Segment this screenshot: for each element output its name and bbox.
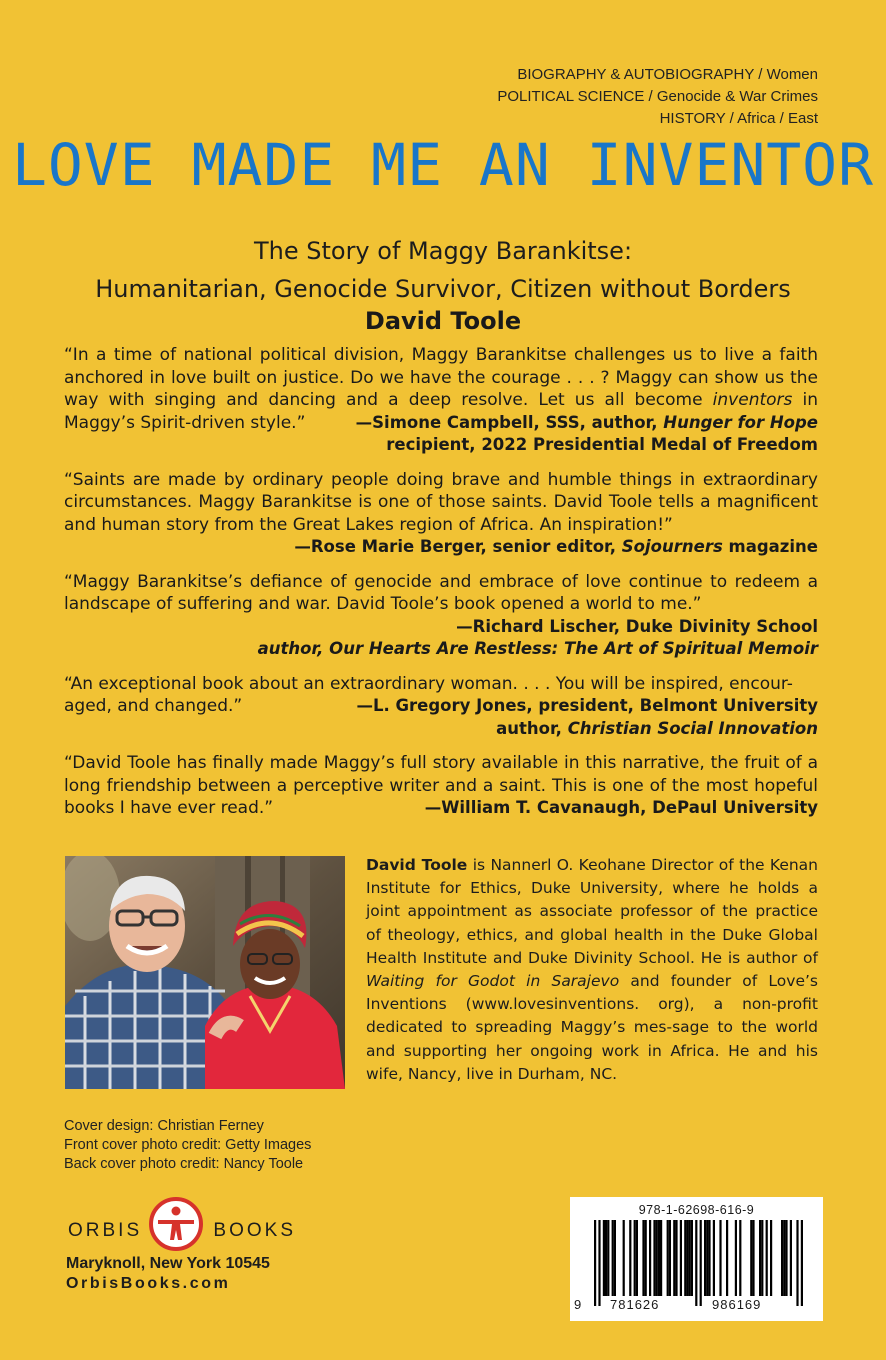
barcode-bar bbox=[660, 1220, 662, 1296]
barcode-bar bbox=[673, 1220, 675, 1296]
barcode-bar bbox=[636, 1220, 638, 1296]
barcode-bar bbox=[695, 1220, 697, 1306]
publisher-address: Maryknoll, New York 10545 bbox=[66, 1255, 270, 1272]
barcode-bar bbox=[603, 1220, 605, 1296]
barcode-digits-left: 781626 bbox=[610, 1297, 660, 1312]
barcode-digits-right: 986169 bbox=[712, 1297, 762, 1312]
cover-credits bbox=[64, 1117, 311, 1174]
isbn-barcode bbox=[570, 1197, 823, 1321]
barcode-bar bbox=[594, 1220, 596, 1306]
publisher-website: OrbisBooks.com bbox=[66, 1275, 231, 1292]
barcode-bar bbox=[706, 1220, 708, 1296]
endorsement-attribution: —Simone Campbell, SSS, author, Hunger for Hope bbox=[355, 412, 818, 432]
barcode-bar bbox=[605, 1220, 607, 1296]
barcode-bar bbox=[598, 1220, 600, 1306]
barcode-bar bbox=[653, 1220, 655, 1296]
barcode-bar bbox=[629, 1220, 631, 1296]
endorsement-attribution: —Rose Marie Berger, senior editor, Sojourners magazine bbox=[294, 537, 818, 556]
barcode-bar bbox=[634, 1220, 636, 1296]
credit-line: Front cover photo credit: Getty Images bbox=[64, 1137, 312, 1153]
endorsement-attribution-2: author, Our Hearts Are Restless: The Art of Spiritual Memoir bbox=[257, 639, 818, 658]
barcode-bar bbox=[801, 1220, 803, 1306]
endorsement-jones bbox=[64, 673, 818, 741]
barcode-bar bbox=[658, 1220, 660, 1296]
author-bio: David Toole is Nannerl O. Keohane Director of the Kenan Institute for Ethics, Duke University, where he holds a joint appointment as associate professor of the practice of theology, ethics, and global health in the Duke Global Health Institute and Duke Divinity School. He is author of Waiting for Godot in Sarajevo and founder of Love’s Inventions (www.lovesinventions. org), a non-profit dedicated to spreading Maggy’s mes-sage to the world and supporting her ongoing work in Africa. He and his wife, Nancy, live in Durham, NC. bbox=[366, 856, 819, 1083]
barcode-bar bbox=[612, 1220, 614, 1296]
credit-line: Back cover photo credit: Nancy Toole bbox=[64, 1156, 304, 1172]
barcode-bar bbox=[713, 1220, 715, 1296]
bio-book-title: Waiting for Godot in Sarajevo bbox=[366, 972, 620, 991]
barcode-bar bbox=[607, 1220, 609, 1296]
endorsement-attribution-2: recipient, 2022 Presidential Medal of Freedom bbox=[386, 435, 818, 454]
barcode-bar bbox=[750, 1220, 752, 1296]
barcode-bar bbox=[719, 1220, 721, 1296]
category-line: BIOGRAPHY & AUTOBIOGRAPHY / Women bbox=[517, 66, 818, 83]
category-line: HISTORY / Africa / East bbox=[659, 110, 818, 127]
barcode-bar bbox=[686, 1220, 688, 1296]
barcode-bar bbox=[656, 1220, 658, 1296]
author-name: David Toole bbox=[364, 307, 522, 335]
barcode-bar bbox=[726, 1220, 728, 1296]
endorsement-attribution: —L. Gregory Jones, president, Belmont University bbox=[356, 696, 818, 715]
barcode-bar bbox=[752, 1220, 754, 1296]
endorsement-text: “Saints are made by ordinary people doing brave and humble things in extraordinary circumstances. Maggy Barankitse is one of those saints. David Toole tells a magnificent and human story from the Great Lakes region of Africa. An inspiration!” bbox=[64, 469, 818, 535]
endorsements bbox=[64, 344, 818, 832]
subtitle-line-1: The Story of Maggy Barankitse: bbox=[253, 237, 633, 265]
barcode-bar bbox=[735, 1220, 737, 1296]
barcode-bar bbox=[689, 1220, 691, 1296]
barcode-bar bbox=[796, 1220, 798, 1306]
barcode-bar bbox=[766, 1220, 768, 1296]
endorsement-text: “Maggy Barankitse’s defiance of genocide and embrace of love continue to redeem a landscape of suffering and war. David Toole’s book opened a world to me.” bbox=[64, 571, 818, 614]
barcode-bar bbox=[669, 1220, 671, 1296]
bisac-categories bbox=[497, 64, 818, 130]
barcode-digit-lead: 9 bbox=[574, 1297, 583, 1312]
barcode-bar bbox=[675, 1220, 677, 1296]
endorsement-cavanaugh bbox=[64, 752, 818, 820]
barcode-bar bbox=[708, 1220, 710, 1296]
barcode-bar bbox=[704, 1220, 706, 1296]
barcode-bar bbox=[739, 1220, 741, 1296]
barcode-bar bbox=[790, 1220, 792, 1296]
publisher-name-right: BOOKS bbox=[213, 1220, 296, 1241]
barcode-bar bbox=[759, 1220, 761, 1296]
barcode-bar bbox=[649, 1220, 651, 1296]
barcode-bar bbox=[781, 1220, 783, 1296]
barcode-bar bbox=[785, 1220, 787, 1296]
barcode-bar bbox=[770, 1220, 772, 1296]
subtitle-line-2: Humanitarian, Genocide Survivor, Citizen without Borders bbox=[95, 275, 791, 303]
bio-author-name: David Toole bbox=[366, 856, 468, 874]
barcode-bar bbox=[783, 1220, 785, 1296]
endorsement-berger bbox=[64, 469, 818, 559]
endorsement-attribution: —Richard Lischer, Duke Divinity School bbox=[456, 616, 818, 636]
endorsement-attribution-2: author, Christian Social Innovation bbox=[496, 718, 818, 738]
barcode-bar bbox=[667, 1220, 669, 1296]
endorsement-attribution: —William T. Cavanaugh, DePaul University bbox=[424, 798, 818, 817]
author-photo-illustration bbox=[65, 856, 345, 1089]
credit-line: Cover design: Christian Ferney bbox=[64, 1118, 264, 1134]
book-title: LOVE MADE ME AN INVENTOR bbox=[11, 131, 875, 199]
publisher-block bbox=[66, 1196, 298, 1294]
category-line: POLITICAL SCIENCE / Genocide & War Crimes bbox=[497, 88, 818, 105]
endorsement-campbell bbox=[64, 344, 818, 457]
publisher-name-left: ORBIS bbox=[68, 1220, 143, 1241]
barcode-bar bbox=[684, 1220, 686, 1296]
barcode-bar bbox=[614, 1220, 616, 1296]
orbis-logo-icon bbox=[148, 1196, 204, 1252]
endorsement-text: “David Toole has finally made Maggy’s full story available in this narrative, the fruit of a long friendship between a perceptive writer and a saint. This is one of the most hopeful books I have ever read.” bbox=[64, 753, 818, 818]
endorsement-text: “In a time of national political division, Maggy Barankitse challenges us to live a faith anchored in love built on justice. Do we have the courage . . . ? Maggy can show us the way with singing and dancing and a deep resolve. Let us all become inventors in Maggy’s Spirit-driven style.” bbox=[64, 345, 819, 433]
barcode-bar bbox=[700, 1220, 702, 1306]
barcode-bar bbox=[680, 1220, 682, 1296]
barcode-bars bbox=[584, 1220, 810, 1306]
book-subtitle bbox=[0, 232, 886, 308]
barcode-bar bbox=[642, 1220, 644, 1296]
author-photo bbox=[65, 856, 345, 1089]
endorsement-text: “An exceptional book about an extraordinary woman. . . . You will be inspired, encour-aged, and changed.” bbox=[64, 673, 793, 716]
barcode-bar bbox=[761, 1220, 763, 1296]
barcode-bar bbox=[623, 1220, 625, 1296]
barcode-bar bbox=[645, 1220, 647, 1296]
endorsement-lischer bbox=[64, 571, 818, 661]
isbn-number: 978-1-62698-616-9 bbox=[638, 1203, 755, 1217]
barcode-bar bbox=[691, 1220, 693, 1296]
